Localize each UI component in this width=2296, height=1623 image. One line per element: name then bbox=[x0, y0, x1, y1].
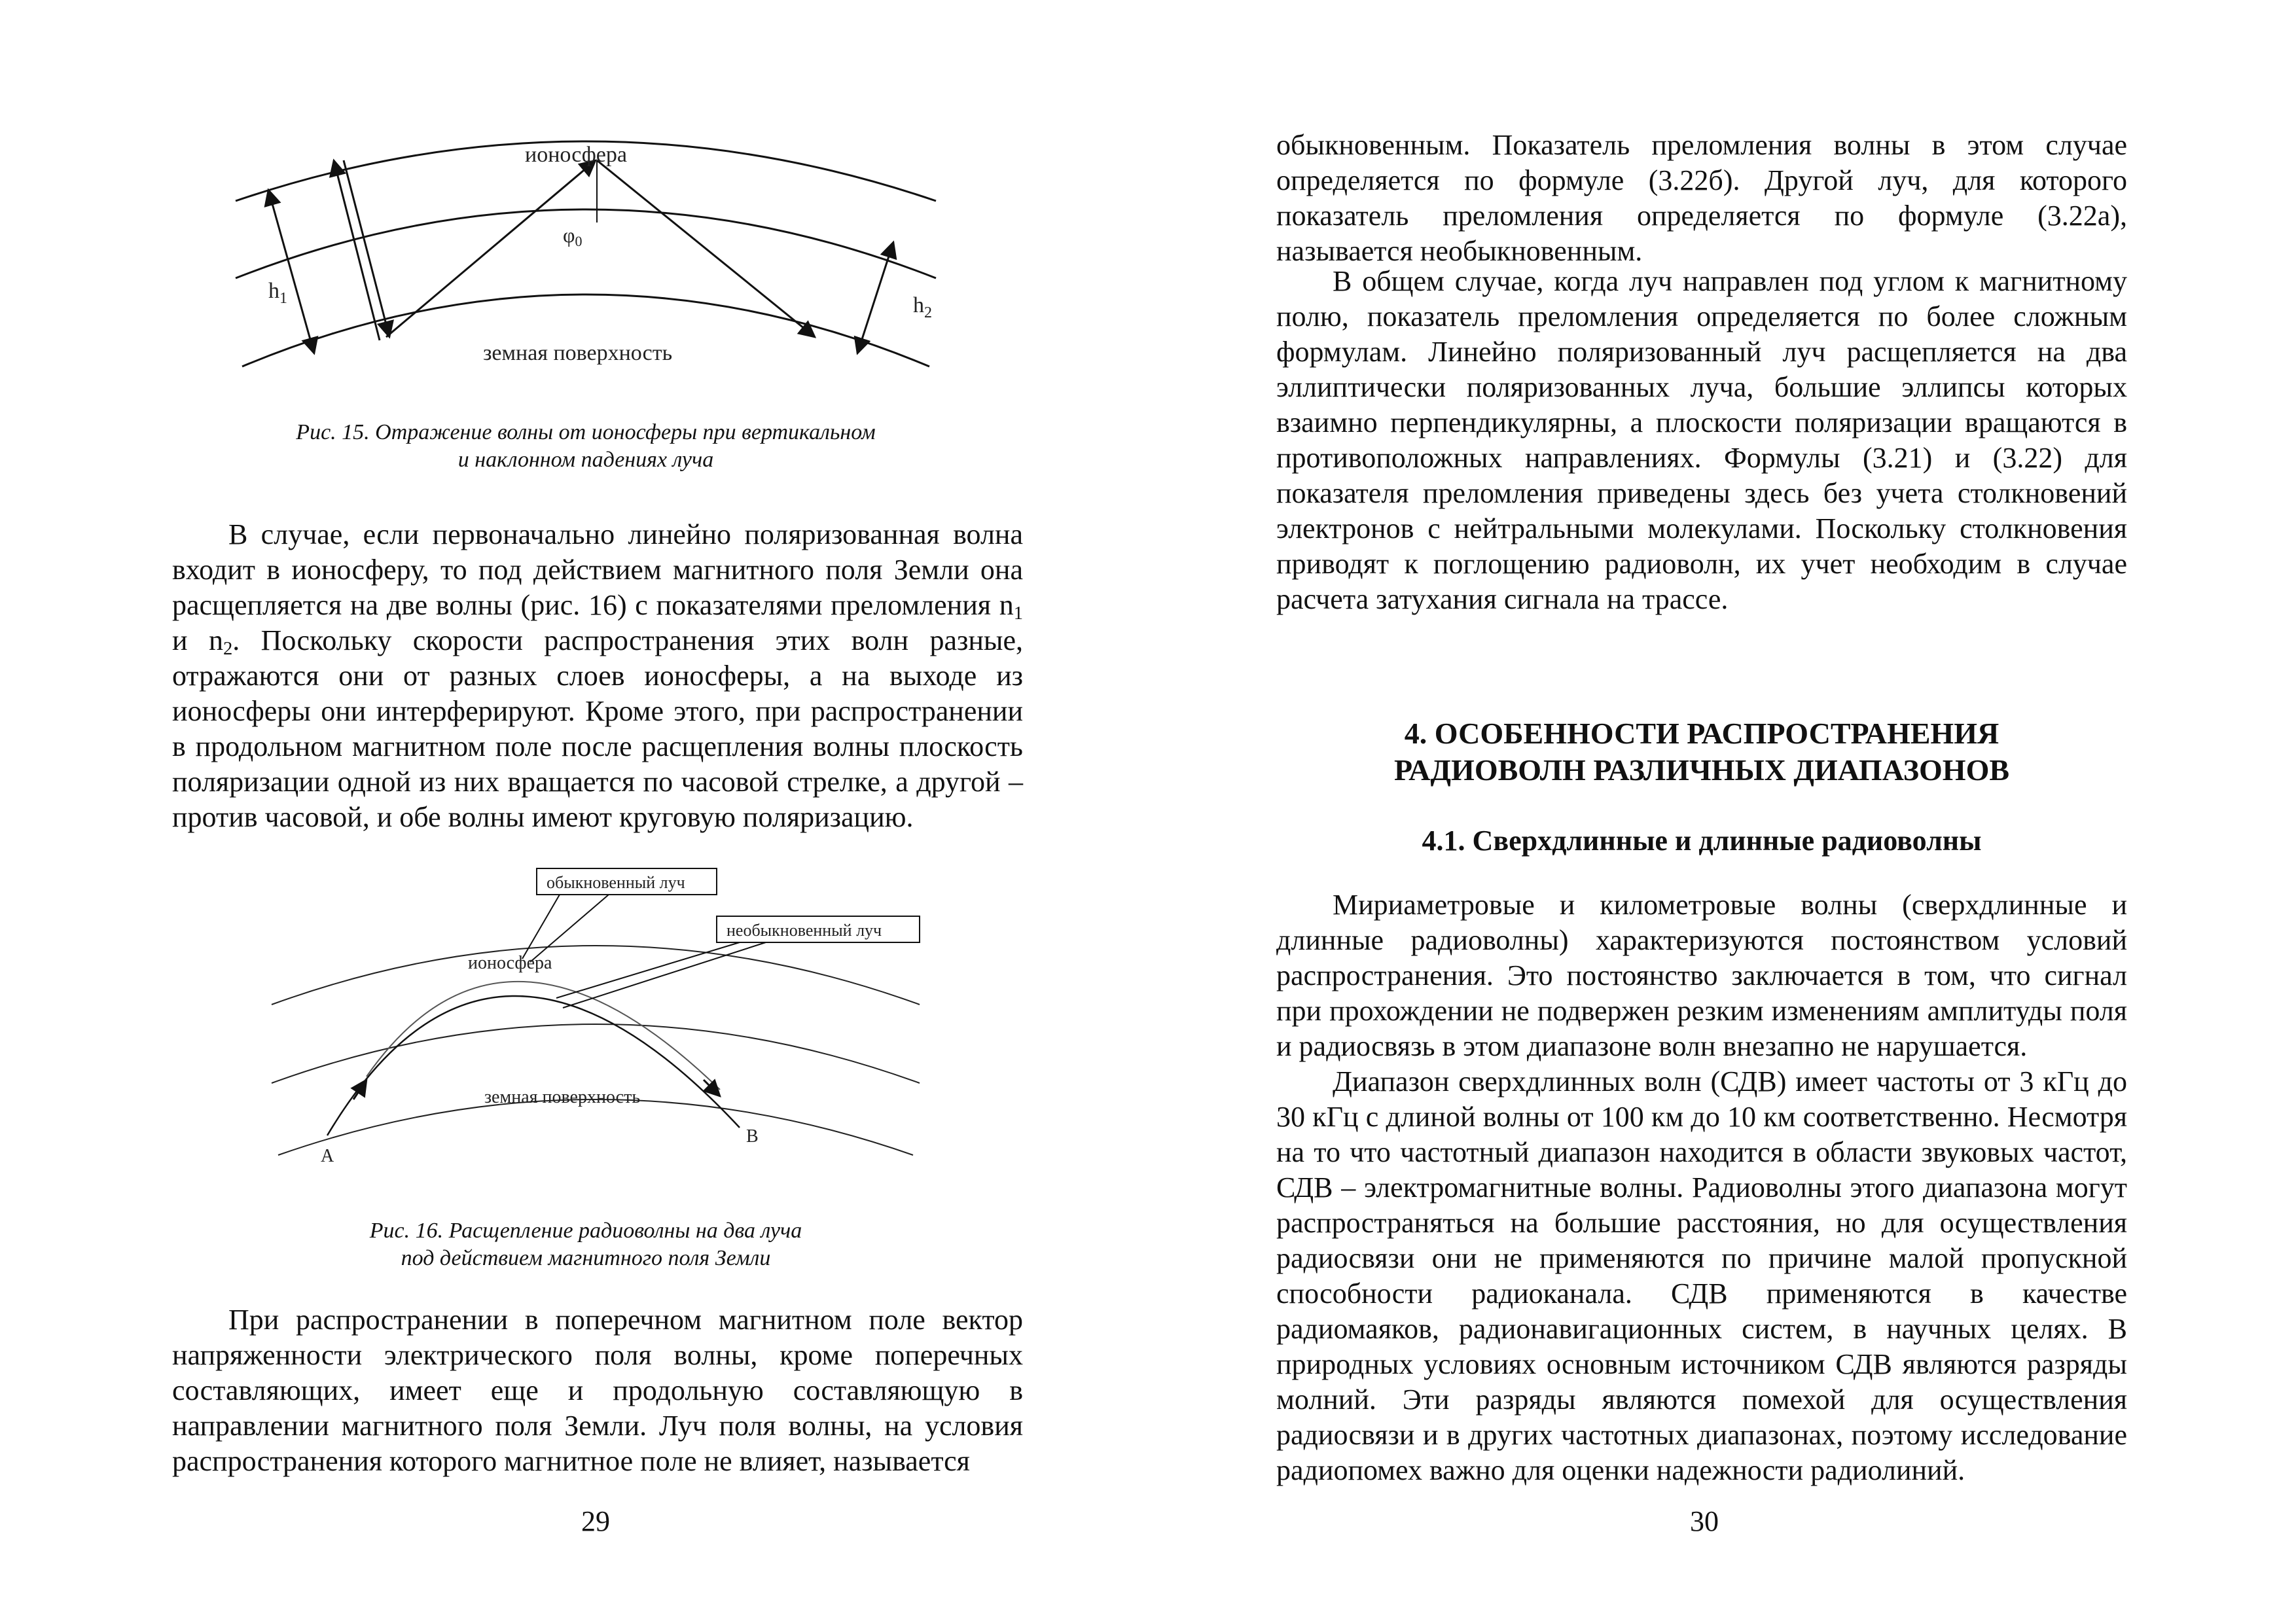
page-number-30: 30 bbox=[1690, 1505, 1719, 1537]
ordinary-ray bbox=[327, 996, 740, 1135]
extraordinary-ray-callout-label: необыкновенный луч bbox=[726, 921, 882, 940]
section-heading: 4.1. Сверхдлинные и длинные радиоволны bbox=[1422, 825, 1982, 857]
oblique-ray-down bbox=[597, 160, 815, 337]
fig16-ionosphere-label: ионосфера bbox=[468, 953, 552, 973]
figure-16-caption bbox=[196, 1217, 975, 1272]
vertical-ray-up bbox=[334, 160, 380, 340]
chapter-heading-line2: РАДИОВОЛН РАЗЛИЧНЫХ ДИАПАЗОНОВ bbox=[1393, 753, 2010, 787]
fig15-h2-label: $h_2$ bbox=[913, 293, 932, 321]
oblique-ray-up bbox=[386, 160, 596, 337]
fig16-ionosphere-upper-arc bbox=[272, 946, 920, 1005]
ray-arrow-up bbox=[353, 1080, 367, 1099]
fig15-h1-label: $h_1$ bbox=[268, 279, 287, 307]
point-a-label: А bbox=[321, 1146, 334, 1166]
left-paragraph-2: При распространении в поперечном магнитном поле вектор напряженности электрического поля волны, кроме поперечных составляющих, имеет еще и продольную составляющую в направлении магнитного поля Земли. Луч поля волны, на условия распространения которого магнитное поле не влияет, называется bbox=[172, 1304, 1023, 1477]
vertical-ray-down bbox=[344, 160, 389, 337]
ordinary-callout-pointer-1 bbox=[522, 895, 560, 959]
figure-16-caption-line1: Рис. 16. Расщепление радиоволны на два луча bbox=[369, 1219, 802, 1243]
fig15-surface-label: земная поверхность bbox=[483, 341, 673, 365]
page-number-29: 29 bbox=[581, 1505, 610, 1537]
right-paragraph-2: В общем случае, когда луч направлен под углом к магнитному полю, показатель преломления определяется по более сложным формулам. Линейно поляризованный луч расщепляется на два эллиптически поляризованных луча, большие эллипсы которых взаимно перпендикулярны, а плоскости поляризации вращаются в противоположных направлениях. Формулы (3.21) и (3.22) для показателя преломления приведены здесь без учета столкновений электронов с нейтральными молекулами. Поскольку столкновения приводят к поглощению радиоволн, их учет необходим в случае расчета затухания сигнала на трассе. bbox=[1276, 265, 2127, 615]
fig15-phi-label: φ0 bbox=[563, 223, 583, 249]
point-b-label: В bbox=[746, 1126, 759, 1147]
figure-16-caption-line2: под действием магнитного поля Земли bbox=[401, 1246, 771, 1270]
extraordinary-callout-pointer-2 bbox=[563, 942, 766, 1008]
chapter-heading bbox=[1276, 715, 2127, 789]
ordinary-ray-callout-label: обыкновенный луч bbox=[547, 873, 685, 892]
figure-16 bbox=[268, 867, 923, 1168]
chapter-heading-line1: 4. ОСОБЕННОСТИ РАСПРОСТРАНЕНИЯ bbox=[1404, 717, 2000, 750]
extraordinary-callout-pointer-1 bbox=[556, 942, 740, 998]
fig15-ionosphere-label: ионосфера bbox=[525, 143, 627, 167]
figure-15 bbox=[229, 128, 942, 389]
left-paragraph-1: В случае, если первоначально линейно поляризованная волна входит в ионосферу, то под действием магнитного поля Земли она расщепляется на две волны (рис. 16) с показателями преломления $n_1$ и $n_2$. Поскольку скорости распространения этих волн разные, отражаются они от разных слоев ионосферы, а на выходе из ионосферы они интерферируют. Кроме этого, при распространении в продольном магнитном поле после расщепления волны плоскость поляризации одной из них вращается по часовой стрелке, а другой – против часовой, и обе волны имеют круговую поляризацию. bbox=[172, 518, 1024, 833]
fig16-earth-surface-arc bbox=[278, 1099, 913, 1155]
right-paragraph-3: Мириаметровые и километровые волны (сверхдлинные и длинные радиоволны) характеризуются постоянством условий распространения. Это постоянство заключается в том, что сигнал при прохождении не подвержен резким изменениям амплитуды поля и радиосвязь в этом диапазоне волн внезапно не нарушается. bbox=[1276, 889, 2127, 1062]
figure-15-caption bbox=[196, 419, 975, 474]
h2-arrow bbox=[857, 242, 893, 353]
page-right bbox=[1148, 0, 2296, 1623]
right-paragraph-4: Диапазон сверхдлинных волн (СДВ) имеет частоты от 3 кГц до 30 кГц с длиной волны от 100 км до 10 км соответственно. Несмотря на то что частотный диапазон находится в области звуковых частот, СДВ – электромагнитные волны. Радиоволны этого диапазона могут распространяться на большие расстояния, но для осуществления радиосвязи они не применяются по причине малой пропускной способности радиоканала. СДВ применяются в качестве радиомаяков, радионавигационных систем, в научных целях. В природных условиях основным источником СДВ являются разряды молний. Эти разряды являются помехой для осуществления радиосвязи и в других частотных диапазонах, поэтому исследование радиопомех важно для оценки надежности радиолиний. bbox=[1276, 1065, 2127, 1486]
fig16-surface-label: земная поверхность bbox=[484, 1087, 641, 1107]
ionosphere-lower-arc bbox=[236, 209, 936, 278]
h1-arrow bbox=[268, 190, 314, 353]
right-paragraph-1: обыкновенным. Показатель преломления волны в этом случае определяется по формуле (3.22б). Другой луч, для которого показатель преломления определяется по формуле (3.22а), называется необыкновенным. bbox=[1276, 129, 2127, 267]
figure-15-caption-line2: и наклонном падениях луча bbox=[457, 448, 714, 472]
figure-15-caption-line1: Рис. 15. Отражение волны от ионосферы при вертикальном bbox=[296, 420, 876, 444]
ordinary-callout-pointer-2 bbox=[530, 895, 609, 962]
